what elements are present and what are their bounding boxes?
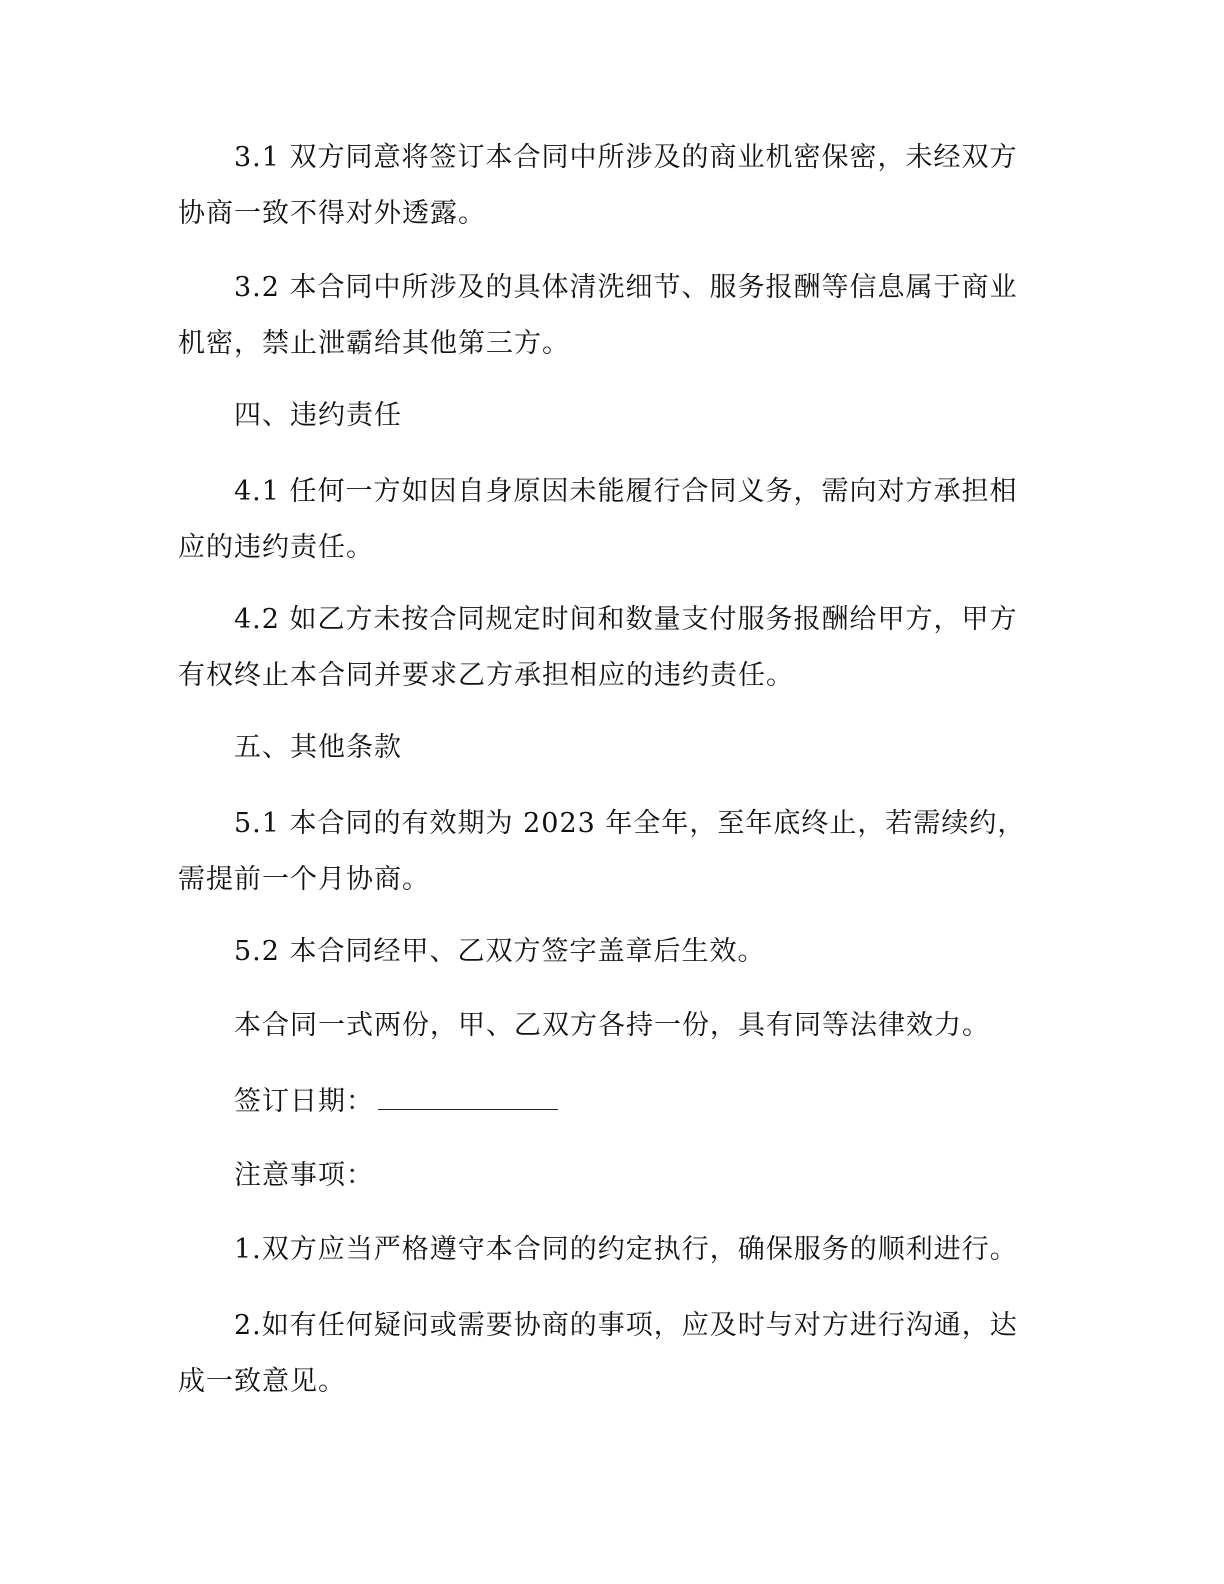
clause-3-1: 3.1 双方同意将签订本合同中所涉及的商业机密保密，未经双方协商一致不得对外透露。 (178, 142, 1018, 229)
note-1: 1.双方应当严格遵守本合同的约定执行，确保服务的顺利进行。 (234, 1234, 1018, 1265)
section-4-title: 四、违约责任 (234, 400, 402, 431)
clause-5-1: 5.1 本合同的有效期为 2023 年全年，至年底终止，若需续约，需提前一个月协商。 (178, 808, 1026, 895)
clause-5-2: 5.2 本合同经甲、乙双方签字盖章后生效。 (234, 936, 766, 967)
note-2: 2.如有任何疑问或需要协商的事项，应及时与对方进行沟通，达成一致意见。 (178, 1310, 1018, 1397)
clause-4-1: 4.1 任何一方如因自身原因未能履行合同义务，需向对方承担相应的违约责任。 (178, 476, 1018, 563)
signing-date-blank (378, 1079, 558, 1110)
section-5-title: 五、其他条款 (234, 732, 402, 763)
notes-title: 注意事项： (234, 1160, 374, 1191)
clause-4-2: 4.2 如乙方未按合同规定时间和数量支付服务报酬给甲方，甲方有权终止本合同并要求乙方承担相应的违约责任。 (178, 604, 1018, 691)
clause-3-2: 3.2 本合同中所涉及的具体清洗细节、服务报酬等信息属于商业机密，禁止泄霸给其他第三方。 (178, 272, 1018, 359)
signing-date-label: 签订日期： (234, 1086, 374, 1117)
copies-statement: 本合同一式两份，甲、乙双方各持一份，具有同等法律效力。 (234, 1010, 990, 1041)
signing-date-line (178, 1074, 1038, 1130)
